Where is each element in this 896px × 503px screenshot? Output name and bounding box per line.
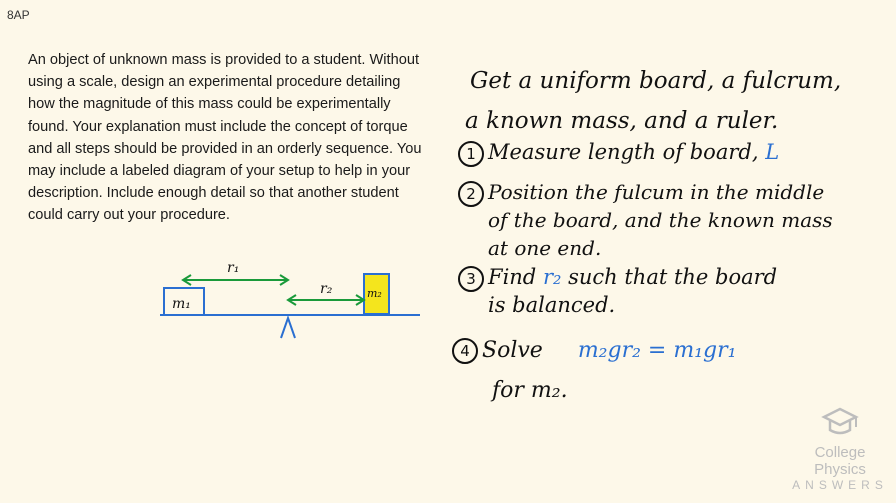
page-label: 8AP	[7, 8, 30, 22]
step-3-post: such that the board	[568, 265, 778, 289]
intro-line-1: Get a uniform board, a fulcrum,	[470, 68, 842, 94]
step-4-text: Solve	[482, 338, 543, 363]
intro-line-2: a known mass, and a ruler.	[465, 108, 779, 134]
m1-label: m₁	[172, 296, 191, 312]
step-4-line-1	[452, 338, 736, 364]
step-2-line-3: at one end.	[488, 236, 602, 260]
step-2-number: 2	[458, 181, 484, 207]
step-3-pre: Find	[488, 265, 537, 289]
logo-line-1: College Physics	[814, 444, 866, 478]
step-4-equation: m₂gr₂ = m₁gr₁	[577, 338, 737, 363]
college-physics-logo	[790, 405, 890, 492]
fulcrum	[281, 318, 295, 338]
step-1-number: 1	[458, 141, 484, 167]
logo-line-2: ANSWERS	[792, 478, 888, 492]
step-2-line-1	[458, 180, 824, 207]
r1-label: r₁	[227, 260, 240, 276]
step-1-text: Measure length of board,	[488, 140, 759, 164]
step-1	[458, 140, 779, 167]
step-3-line-2: is balanced.	[488, 293, 616, 317]
graduation-cap-icon	[820, 405, 860, 439]
step-1-var: L	[765, 140, 780, 164]
step-2-line-2: of the board, and the known mass	[488, 208, 833, 232]
step-3-line-1	[458, 265, 777, 292]
step-2-text-1: Position the fulcum in the middle	[488, 180, 825, 204]
problem-statement: An object of unknown mass is provided to a student. Without using a scale, design an experimental procedure detailing how the magnitude of this mass could be experimentally found. Your explanation must include the concept of torque and all steps should be provided in an orderly sequence. You may include a labeled diagram of your setup to help in your description. Include enough detail so that another student could carry out your procedure.	[28, 52, 422, 224]
m2-label: m₂	[367, 287, 382, 300]
step-4-line-2: for m₂.	[492, 378, 568, 403]
step-4-number: 4	[452, 338, 478, 364]
step-3-var: r₂	[542, 265, 562, 289]
step-3-number: 3	[458, 266, 484, 292]
lever-diagram	[155, 250, 425, 345]
r2-label: r₂	[320, 281, 333, 297]
